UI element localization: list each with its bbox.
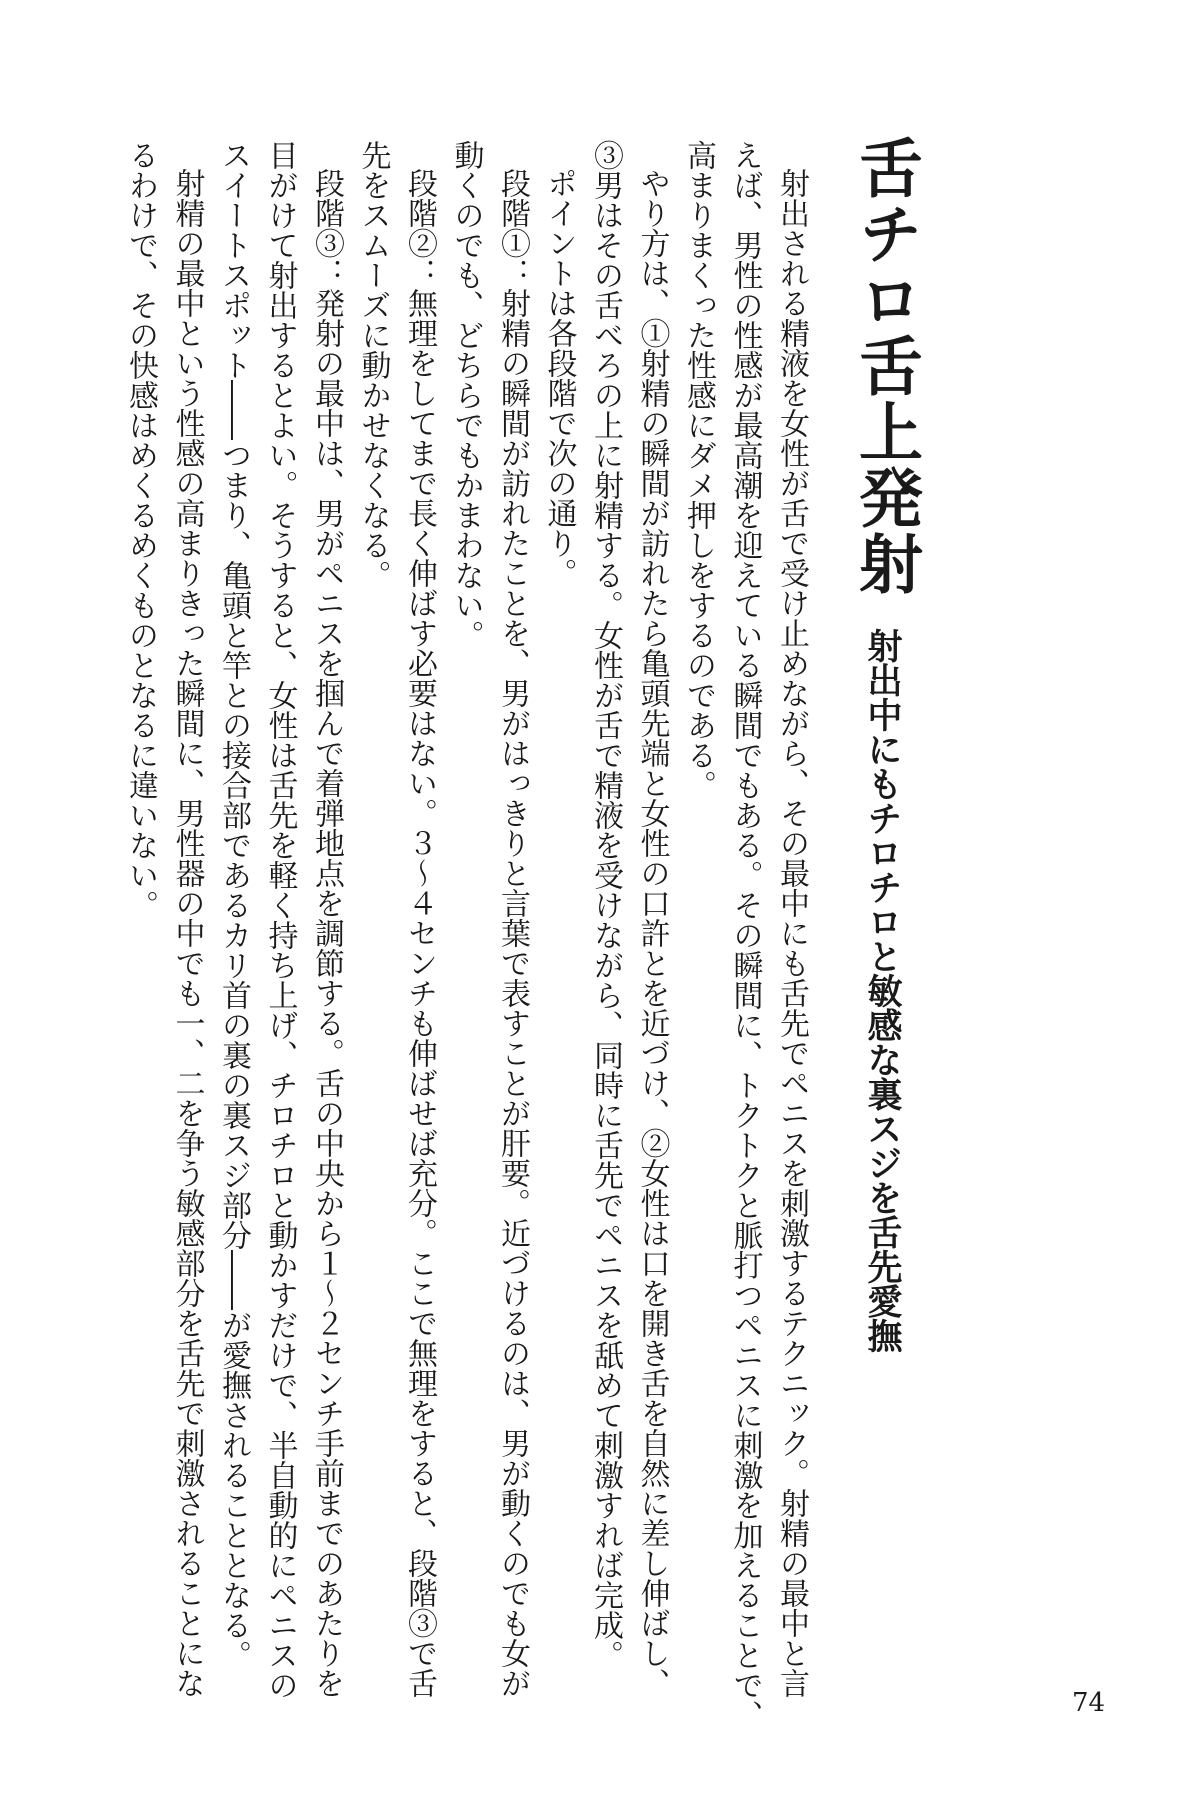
text-column: 高まりまくった性感にダメ押しをするのである。	[681, 140, 716, 800]
text-column: えば、男性の性感が最高潮を迎えている瞬間でもある。その瞬間に、トクトクと脈打つペニスに刺激を加えることで、	[727, 140, 763, 1730]
text-column: 段階③：発射の最中は、男がペニスを掴んで着弾地点を調節する。舌の中央から１～２センチ手前までのあたりを	[309, 168, 344, 1698]
text-column: 動くのでも、どちらでもかまわない。	[448, 140, 484, 650]
text-column: 射精の最中という性感の高まりきった瞬間に、男性器の中でも一、二を争う敏感部分を舌先で刺激されることにな	[169, 168, 205, 1698]
text-column: 段階②：無理をしてまで長く伸ばす必要はない。３～４センチも伸ばせば充分。ここで無理をすると、段階③で舌	[402, 168, 437, 1698]
text-column: 先をスムーズに動かせなくなる。	[355, 140, 391, 590]
text-column: やり方は、①射精の瞬間が訪れたら亀頭先端と女性の口許とを近づけ、②女性は口を開き舌を自然に差し伸ばし、	[634, 168, 670, 1698]
body-text	[117, 140, 815, 1730]
text-column: 目がけて射出するとよい。そうすると、女性は舌先を軽く持ち上げ、チロチロと動かすだけで、半自動的にペニスの	[262, 140, 298, 1700]
text-column: ③男はその舌べろの上に射精する。女性が舌で精液を受けながら、同時に舌先でペニスを舐めて刺激すれば完成。	[588, 140, 623, 1670]
text-column: ポイントは各段階で次の通り。	[541, 168, 577, 588]
page-number: 74	[1072, 1688, 1106, 1718]
page-title: 舌チロ舌上発射	[848, 135, 922, 597]
text-column: 段階①：射精の瞬間が訪れたことを、男がはっきりと言葉で表すことが肝要。近づけるのは、男が動くのでも女が	[495, 168, 530, 1698]
text-column: るわけで、その快感はめくるめくものとなるに違いない。	[123, 140, 158, 920]
text-column: スイートスポット――つまり、亀頭と竿との接合部であるカリ首の裏の裏スジ部分――が愛撫されることとなる。	[216, 140, 251, 1670]
page-subtitle: 射出中にもチロチロと敏感な裏スジを舌先愛撫	[862, 628, 902, 1353]
text-column: 射出される精液を女性が舌で受け止めながら、その最中にも舌先でペニスを刺激するテクニック。射精の最中と言	[774, 168, 809, 1698]
